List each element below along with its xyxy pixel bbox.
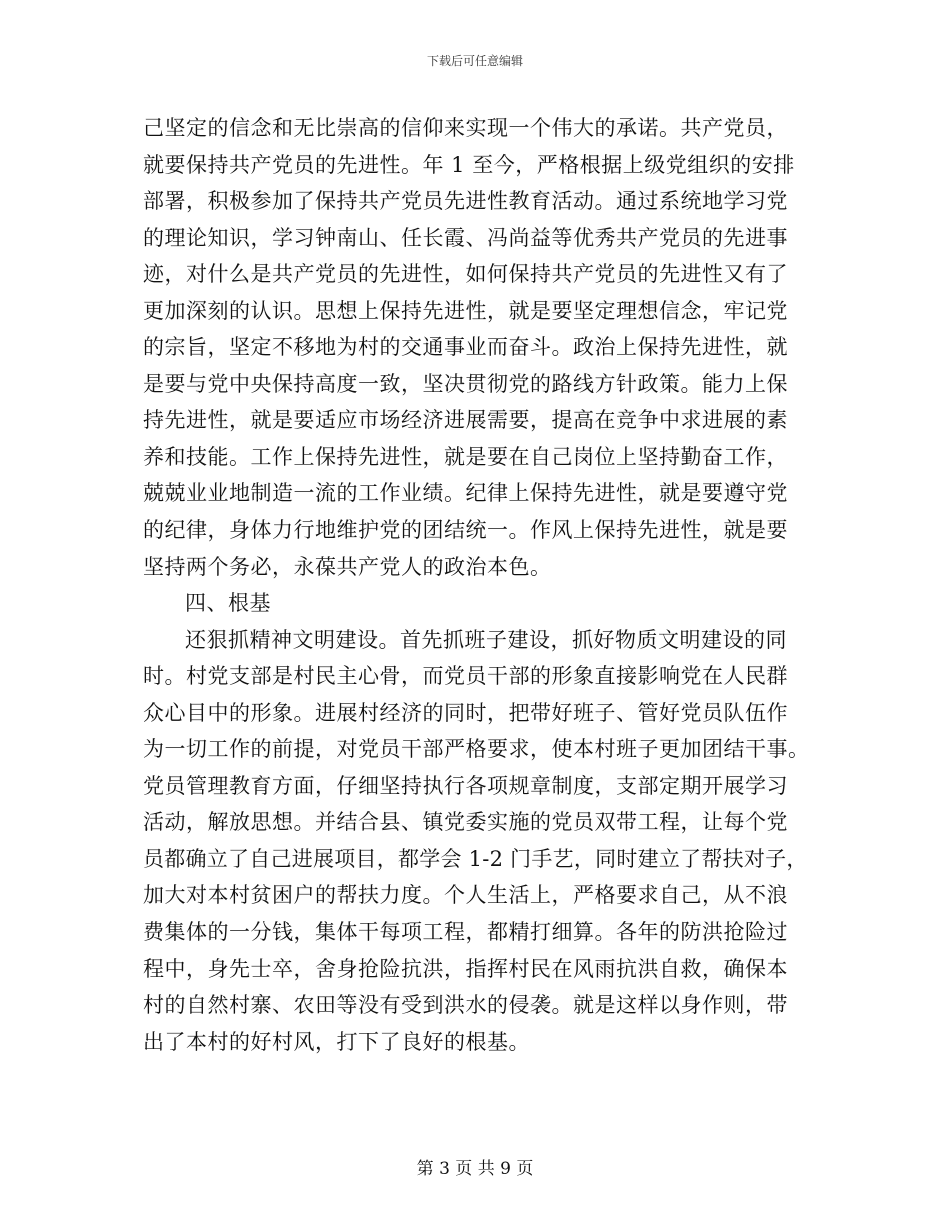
document-body (143, 110, 810, 1060)
text-line: 持先进性，就是要适应市场经济进展需要，提高在竞争中求进展的素 (143, 408, 788, 433)
paragraph-start-line: 还狠抓精神文明建设。首先抓班子建设，抓好物质文明建设的同 (185, 627, 787, 652)
text-line: 时。村党支部是村民主心骨，而党员干部的形象直接影响党在人民群 (143, 664, 788, 689)
text-line: 活动，解放思想。并结合县、镇党委实施的党员双带工程，让每个党 (143, 810, 788, 835)
page-header: 下载后可任意编辑 (426, 54, 523, 68)
text-line: 的理论知识，学习钟南山、任长霞、冯尚益等优秀共产党员的先进事 (143, 225, 788, 250)
text-line: 坚持两个务必，永葆共产党人的政治本色。 (143, 554, 552, 579)
text-line: 兢兢业业地制造一流的工作业绩。纪律上保持先进性，就是要遵守党 (143, 481, 788, 506)
text-line: 更加深刻的认识。思想上保持先进性，就是要坚定理想信念，牢记党 (143, 298, 788, 323)
text-line: 为一切工作的前提，对党员干部严格要求，使本村班子更加团结干事。 (143, 737, 810, 762)
text-line: 费集体的一分钱，集体干每项工程，都精打细算。各年的防洪抢险过 (143, 920, 788, 945)
text-line: 的纪律，身体力行地维护党的团结统一。作风上保持先进性，就是要 (143, 518, 788, 543)
text-line: 是要与党中央保持高度一致，坚决贯彻党的路线方针政策。能力上保 (143, 371, 788, 396)
text-line: 党员管理教育方面，仔细坚持执行各项规章制度，支部定期开展学习 (143, 773, 788, 798)
text-line: 村的自然村寨、农田等没有受到洪水的侵袭。就是这样以身作则，带 (143, 993, 788, 1018)
text-line: 程中，身先士卒，舍身抢险抗洪，指挥村民在风雨抗洪自救，确保本 (143, 956, 788, 981)
page-number: 第 3 页 共 9 页 (416, 1159, 534, 1179)
text-line: 己坚定的信念和无比崇高的信仰来实现一个伟大的承诺。共产党员， (143, 116, 788, 140)
text-line: 加大对本村贫困户的帮扶力度。个人生活上，严格要求自己，从不浪 (143, 883, 788, 908)
text-line: 员都确立了自己进展项目，都学会 1-2 门手艺，同时建立了帮扶对子， (143, 846, 808, 871)
text-line: 部署，积极参加了保持共产党员先进性教育活动。通过系统地学习党 (143, 189, 788, 214)
text-line: 的宗旨，坚定不移地为村的交通事业而奋斗。政治上保持先进性，就 (143, 335, 788, 360)
text-line: 迹，对什么是共产党员的先进性，如何保持共产党员的先进性又有了 (143, 262, 788, 287)
text-line: 养和技能。工作上保持先进性，就是要在自己岗位上坚持勤奋工作， (143, 444, 788, 469)
text-line: 出了本村的好村风，打下了良好的根基。 (143, 1029, 530, 1054)
text-line: 众心目中的形象。进展村经济的同时，把带好班子、管好党员队伍作 (143, 700, 788, 725)
section-heading: 四、根基 (185, 591, 271, 616)
text-line: 就要保持共产党员的先进性。年 1 至今，严格根据上级党组织的安排 (143, 152, 795, 177)
